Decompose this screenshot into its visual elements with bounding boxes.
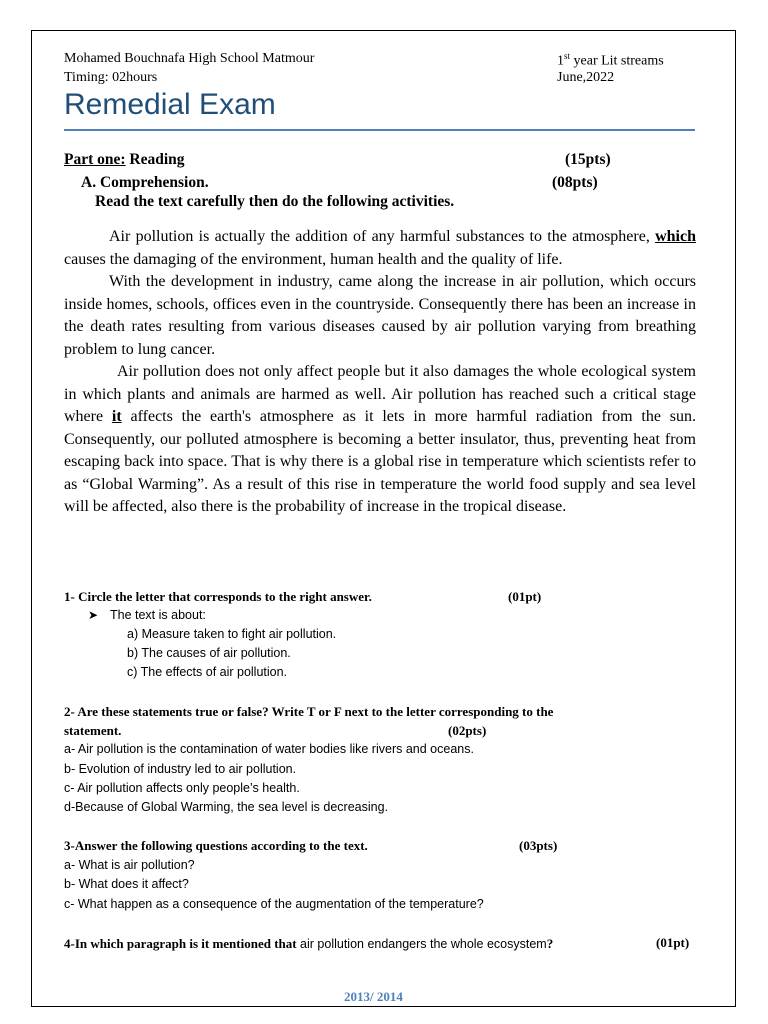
statement-b: b- Evolution of industry led to air pollution.: [64, 762, 297, 776]
instruction: Read the text carefully then do the following activities.: [95, 193, 455, 210]
statement-a: a- Air pollution is the contamination of water bodies like rivers and oceans.: [64, 742, 474, 756]
paragraph-1-text-a: Air pollution is actually the addition of any harmful substances to the atmosphere,: [109, 228, 656, 245]
option-c: c) The effects of air pollution.: [127, 665, 288, 679]
question-1-points: (01pt): [508, 589, 542, 604]
arrow-bullet-icon: ➤: [88, 608, 99, 622]
question-4-points: (01pt): [656, 935, 690, 950]
question-3: 3-Answer the following questions according to the text.: [64, 838, 368, 853]
question-3-item-b: b- What does it affect?: [64, 877, 189, 891]
part-one-label: Part one:: [64, 151, 126, 168]
class-level-suffix: st: [564, 51, 571, 61]
paragraph-2: With the development in industry, came along the increase in air pollution, which occurs inside homes, schools, offices even in the countryside. Consequently there has been an increase in the death rates resulting from various diseases caused by air pollution varying from breathing problem to lung cancer.: [64, 273, 696, 358]
question-2: 2- Are these statements true or false? Write T or F next to the letter corresponding to the: [64, 704, 554, 719]
page-title: Remedial Exam: [64, 88, 276, 121]
class-level: [557, 51, 664, 70]
question-3-item-c: c- What happen as a consequence of the augmentation of the temperature?: [64, 897, 484, 911]
reference-word-it: it: [111, 408, 122, 425]
question-4-text-b: air pollution endangers the whole ecosystem: [296, 937, 547, 951]
reading-passage: [64, 226, 696, 519]
option-b: b) The causes of air pollution.: [127, 646, 291, 660]
statement-d: d-Because of Global Warming, the sea level is decreasing.: [64, 800, 389, 814]
paragraph-1-text-b: causes the damaging of the environment, human health and the quality of life.: [64, 250, 563, 268]
part-one-title: Reading: [125, 151, 185, 168]
question-4: [64, 935, 553, 953]
section-a-title: A. Comprehension.: [81, 174, 209, 191]
option-a: a) Measure taken to fight air pollution.: [127, 627, 337, 641]
statement-c: c- Air pollution affects only people’s health.: [64, 781, 300, 795]
question-1: 1- Circle the letter that corresponds to the right answer.: [64, 589, 372, 604]
question-4-text-a: 4-In which paragraph is it mentioned that: [64, 936, 297, 951]
part-one-heading: [64, 151, 185, 169]
question-2-points: (02pts): [448, 723, 487, 738]
paragraph-3: [64, 361, 696, 519]
section-a-points: (08pts): [552, 174, 598, 191]
school-year-footer: 2013/ 2014: [344, 989, 403, 1004]
question-3-item-a: a- What is air pollution?: [64, 858, 195, 872]
exam-date: June,2022: [557, 70, 615, 85]
question-1-stem: The text is about:: [110, 608, 206, 622]
paragraph-3-text-a: Air pollution does not only affect people but it also damages the whole ecological system in which plants and animals are harmed as well. Air pollution has reached such a critical stage where: [64, 363, 696, 425]
question-3-points: (03pts): [519, 838, 558, 853]
class-level-number: 1: [557, 53, 564, 69]
paragraph-3-text-b: affects the earth's atmosphere as it lets in more harmful radiation from the sun. Consequently, our polluted atmosphere is becoming a better insulator, thus, preventing heat from escaping back into space. That is why there is a global rise in temperature which scientists refer to as “Global Warming”. As a result of this rise in temperature the world food supply and sea level will be affected, also there is the probability of increase in the tropical disease.: [64, 408, 696, 515]
reference-word-which: which: [655, 228, 696, 245]
question-4-text-c: ?: [546, 936, 554, 951]
class-level-stream: year Lit streams: [570, 53, 664, 69]
school-name: Mohamed Bouchnafa High School Matmour: [64, 51, 315, 66]
exam-timing: Timing: 02hours: [64, 70, 158, 85]
paragraph-1: [64, 226, 696, 271]
question-2-continued: statement.: [64, 723, 122, 738]
title-divider: [64, 129, 695, 131]
part-one-points: (15pts): [565, 151, 611, 168]
